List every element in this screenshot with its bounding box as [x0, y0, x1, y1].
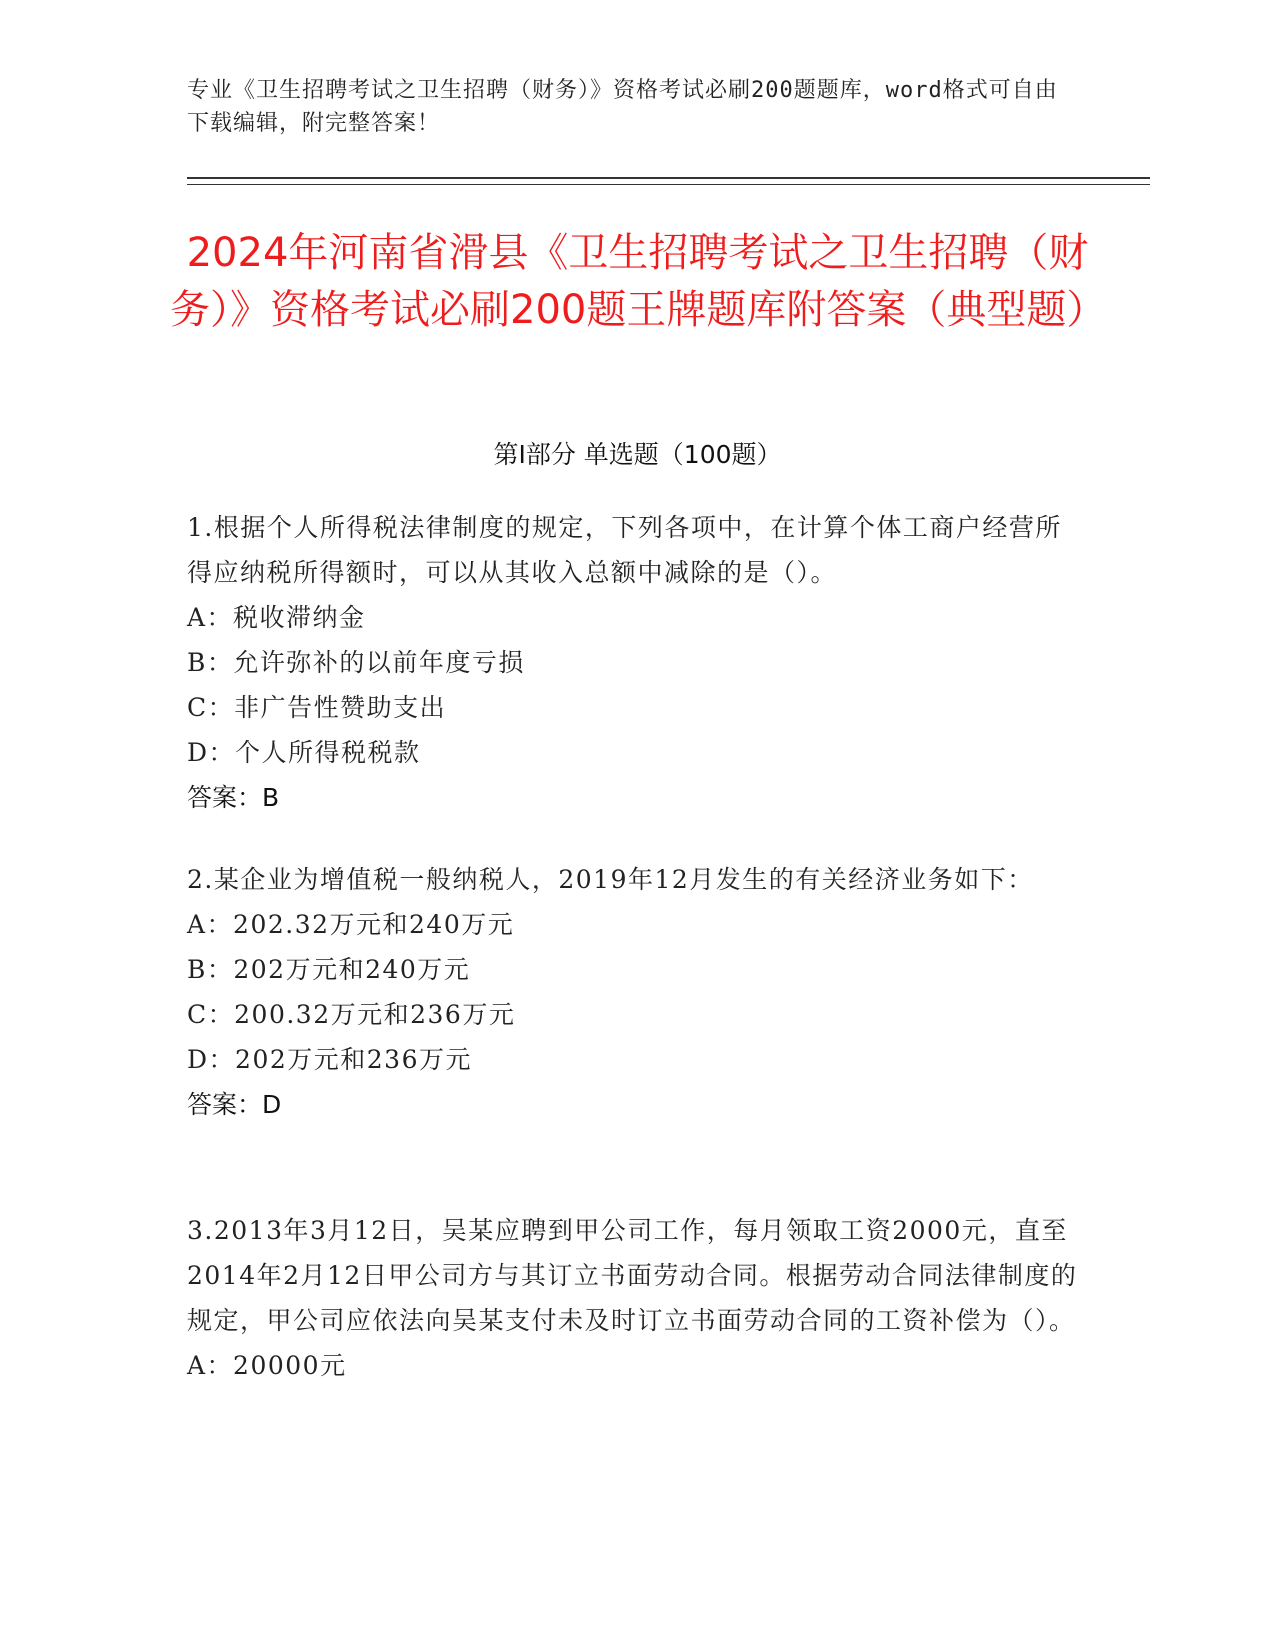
question-stem: 3.2013年3月12日，吴某应聘到甲公司工作，每月领取工资2000元，直至2014年2月12日甲公司方与其订立书面劳动合同。根据劳动合同法律制度的规定，甲公司应依法向吴某支付未及时订立书面劳动合同的工资补偿为（）。: [187, 1216, 1078, 1335]
option-a: A：20000元: [187, 1351, 347, 1380]
section-title: 第Ⅰ部分 单选题（100题）: [493, 440, 782, 469]
option-c: C：200.32万元和236万元: [187, 1000, 516, 1029]
option-b: B：202万元和240万元: [187, 955, 471, 984]
header-rule-thin: [187, 184, 1150, 185]
option-b: B：允许弥补的以前年度亏损: [187, 648, 525, 677]
question-1: [187, 505, 1087, 820]
question-stem: 1.根据个人所得税法律制度的规定，下列各项中，在计算个体工商户经营所得应纳税所得额时，可以从其收入总额中减除的是（）。: [187, 513, 1062, 587]
header-note: 专业《卫生招聘考试之卫生招聘（财务）》资格考试必刷200题题库，word格式可自由下载编辑，附完整答案！: [187, 78, 1058, 136]
option-d: D：202万元和236万元: [187, 1045, 472, 1074]
option-d: D：个人所得税税款: [187, 738, 421, 767]
document-title: 2024年河南省滑县《卫生招聘考试之卫生招聘（财务）》资格考试必刷200题王牌题库附答案（典型题）: [170, 230, 1107, 333]
question-stem: 2.某企业为增值税一般纳税人，2019年12月发生的有关经济业务如下：: [187, 865, 1034, 894]
question-3: [187, 1208, 1087, 1388]
header-rule-thick: [187, 177, 1150, 179]
question-2: [187, 857, 1087, 1127]
answer: 答案：B: [187, 783, 280, 812]
option-a: A：税收滞纳金: [187, 603, 366, 632]
answer: 答案：D: [187, 1090, 282, 1119]
option-a: A：202.32万元和240万元: [187, 910, 515, 939]
option-c: C：非广告性赞助支出: [187, 693, 447, 722]
